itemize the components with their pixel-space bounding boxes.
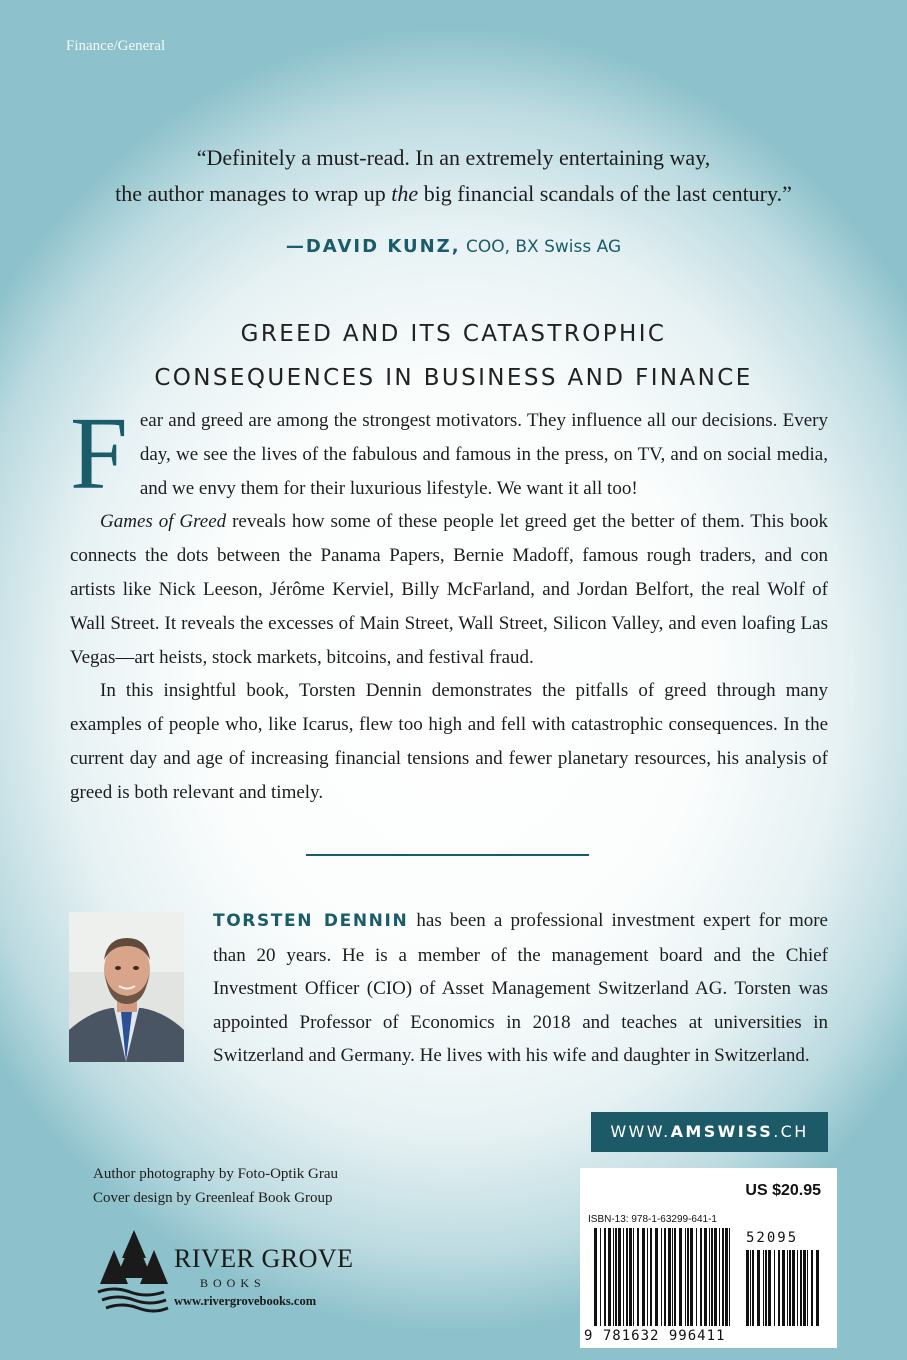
barcode-bar — [787, 1250, 788, 1326]
barcode-bar — [719, 1228, 720, 1326]
book-title: Games of Greed — [100, 511, 227, 533]
isbn: ISBN-13: 978-1-63299-641-1 — [588, 1214, 717, 1225]
author-photo — [69, 912, 184, 1062]
barcode-bar — [714, 1228, 717, 1326]
barcode-bar — [672, 1228, 673, 1326]
barcode-bar — [797, 1250, 798, 1326]
barcode-bar — [774, 1250, 775, 1326]
barcode-bar — [668, 1228, 671, 1326]
barcode-bar — [763, 1250, 764, 1326]
price: US $20.95 — [745, 1182, 821, 1199]
barcode-bar — [613, 1228, 614, 1326]
barcode-bar — [623, 1228, 624, 1326]
endorsement-attribution: —DAVID KUNZ, COO, BX Swiss AG — [285, 236, 622, 257]
barcode-bar — [629, 1228, 632, 1326]
barcode-bar — [782, 1250, 785, 1326]
barcode-bar — [800, 1250, 802, 1326]
barcode-bar — [674, 1228, 676, 1326]
divider — [306, 854, 589, 856]
barcode-bar — [615, 1228, 617, 1326]
barcode-bar — [608, 1228, 611, 1326]
headline — [0, 312, 907, 400]
quote-line-2: the author manages to wrap up the big financial scandals of the last century.” — [115, 181, 792, 206]
design-credit: Cover design by Greenleaf Book Group — [93, 1190, 333, 1206]
barcode-bar — [700, 1228, 702, 1326]
publisher-name: RIVER GROVE — [174, 1244, 354, 1273]
barcode-bar — [711, 1228, 713, 1326]
barcode-bar — [604, 1228, 606, 1326]
addon-digits: 52095 — [746, 1230, 799, 1246]
description-paragraph-3: In this insightful book, Torsten Dennin demonstrates the pitfalls of greed through many examples of people who, like Icarus, flew too high and fell with catastrophic consequences. In the current day and age of increasing financial tensions and fewer planetary resources, his analysis of greed is both relevant and timely. — [70, 680, 828, 803]
barcode-bar — [642, 1228, 645, 1326]
barcode-bar — [768, 1250, 771, 1326]
barcode-bar — [765, 1250, 767, 1326]
barcode-bar — [626, 1228, 628, 1326]
barcode-bar — [637, 1228, 639, 1326]
barcode-bar — [594, 1228, 597, 1326]
barcode-bar — [685, 1228, 686, 1326]
barcode-bar — [679, 1228, 682, 1326]
barcode-bar — [746, 1250, 749, 1326]
ean-digits: 9 781632 996411 — [584, 1328, 726, 1344]
trees-icon — [94, 1228, 174, 1318]
author-name: TORSTEN DENNIN — [213, 911, 409, 931]
barcode-bar — [690, 1228, 693, 1326]
drop-cap: F — [70, 396, 128, 511]
barcode-bar — [792, 1250, 795, 1326]
credits — [93, 1162, 338, 1210]
barcode-bar — [664, 1228, 666, 1326]
barcode-bar — [752, 1250, 754, 1326]
author-bio: TORSTEN DENNIN has been a professional investment expert for more than 20 years. He is a member of the management board and the Chief Investment Officer (CIO) of Asset Management Switzerland AG. Torsten was appointed Professor of Economics in 2018 and teaches at universities in Switzerland and Germany. He lives with his wife and daughter in Switzerland. — [213, 910, 828, 1066]
barcode-bar — [725, 1228, 728, 1326]
website-banner[interactable]: WWW.AMSWISS.CH — [591, 1112, 828, 1152]
endorsement-quote — [60, 140, 847, 212]
barcode-bar — [807, 1250, 808, 1326]
barcode-bar — [816, 1250, 819, 1326]
headline-line-1: GREED AND ITS CATASTROPHIC — [240, 321, 667, 347]
barcode-bar — [750, 1250, 751, 1326]
barcode-bar — [704, 1228, 707, 1326]
barcode-bar — [696, 1228, 697, 1326]
barcode-bar — [633, 1228, 634, 1326]
publisher-sub: BOOKS — [200, 1276, 266, 1290]
endorser-name: DAVID KUNZ, — [305, 236, 461, 257]
endorser-role: COO, BX Swiss AG — [465, 237, 622, 257]
barcode-bar — [811, 1250, 813, 1326]
publisher-logo — [94, 1228, 364, 1318]
barcode-bar — [722, 1228, 724, 1326]
barcode-bar — [803, 1250, 806, 1326]
category-label: Finance/General — [66, 38, 166, 54]
barcode-bar — [687, 1228, 689, 1326]
barcode-bar — [709, 1228, 710, 1326]
barcode-bar — [650, 1228, 652, 1326]
barcode-bar — [757, 1250, 760, 1326]
quote-line-1: “Definitely a must-read. In an extremely entertaining way, — [196, 145, 711, 170]
book-description — [70, 396, 828, 810]
barcode-bar — [600, 1228, 601, 1326]
barcode-bar — [789, 1250, 791, 1326]
barcode-bar — [647, 1228, 648, 1326]
barcode-bar — [729, 1228, 730, 1326]
headline-line-2: CONSEQUENCES IN BUSINESS AND FINANCE — [154, 365, 753, 391]
photo-credit: Author photography by Foto-Optik Grau — [93, 1166, 338, 1182]
barcode-bar — [618, 1228, 621, 1326]
barcode-bar — [778, 1250, 780, 1326]
barcode-box — [580, 1168, 837, 1348]
description-paragraph-1: Fear and greed are among the strongest motivators. They influence all our decisions. Every day, we see the lives of the fabulous and famous in the press, on TV, and on social media, and we envy them for their luxurious lifestyle. We want it all too! — [70, 396, 828, 511]
barcode-bar — [655, 1228, 658, 1326]
publisher-url: www.rivergrovebooks.com — [174, 1294, 317, 1308]
barcode-bar — [661, 1228, 662, 1326]
description-paragraph-2: Games of Greed reveals how some of these people let greed get the better of them. This book connects the dots between the Panama Papers, Bernie Madoff, famous rough traders, and con artists like Nick Leeson, Jérôme Kerviel, Billy McFarland, and Jordan Belfort, the real Wolf of Wall Street. It reveals the excesses of Main Street, Wall Street, Silicon Valley, and even loafing Las Vegas—art heists, stock markets, bitcoins, and festival fraud. — [70, 511, 828, 668]
